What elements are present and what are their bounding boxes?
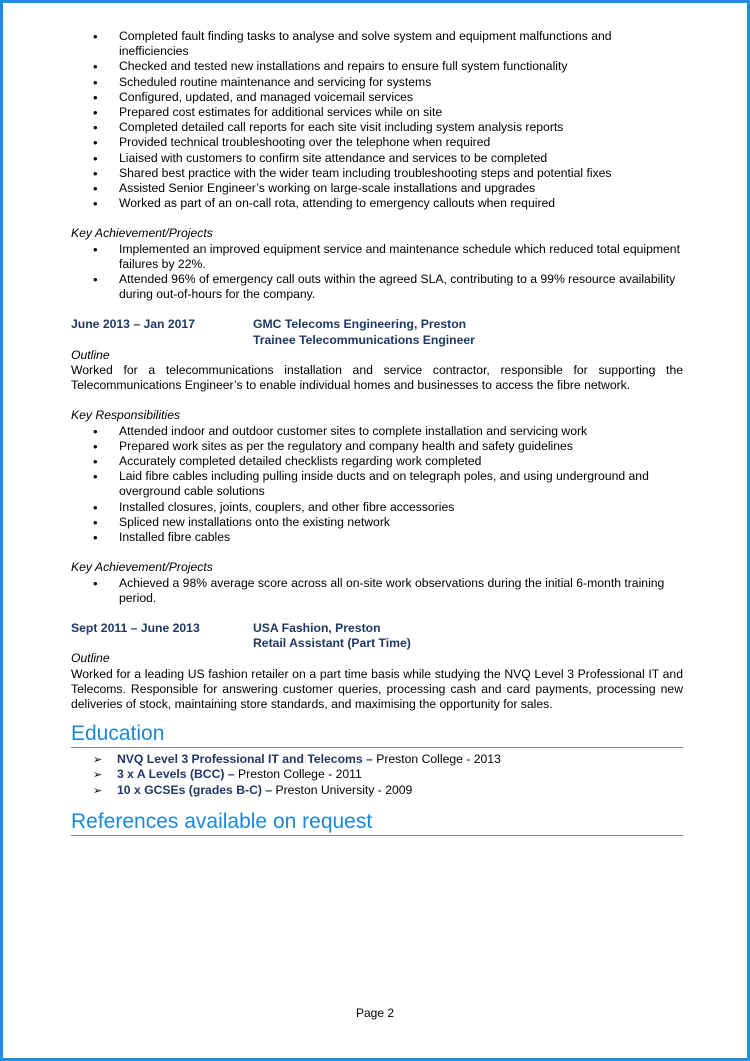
education-list	[71, 752, 683, 798]
references-heading: References available on request	[71, 810, 683, 836]
intro-achievements-list	[71, 242, 683, 303]
education-item	[71, 783, 683, 798]
education-heading: Education	[71, 722, 683, 748]
list-item: • Worked as part of an on-call rota, attending to emergency callouts when required	[71, 196, 683, 211]
list-item: • Accurately completed detailed checklists regarding work completed	[71, 454, 683, 469]
outline-label: Outline	[71, 347, 110, 362]
list-item: • Prepared work sites as per the regulatory and company health and safety guidelines	[71, 439, 683, 454]
list-item: • Assisted Senior Engineer’s working on large-scale installations and upgrades	[71, 181, 683, 196]
list-item: • Liaised with customers to confirm site attendance and services to be completed	[71, 151, 683, 166]
job-company: USA Fashion, Preston	[253, 620, 381, 635]
list-item: • Implemented an improved equipment service and maintenance schedule which reduced total equipment failures by 22%.	[71, 242, 683, 272]
job-dates: June 2013 – Jan 2017	[71, 317, 195, 332]
list-item: • Configured, updated, and managed voicemail services	[71, 90, 683, 105]
education-item	[71, 752, 683, 767]
page-content	[71, 29, 683, 840]
list-item: • Shared best practice with the wider team including troubleshooting steps and potential fixes	[71, 166, 683, 181]
list-item: • Attended indoor and outdoor customer sites to complete installation and servicing work	[71, 424, 683, 439]
job-title-block	[253, 317, 475, 347]
job1-achievements-list	[71, 576, 683, 606]
job-company: GMC Telecoms Engineering, Preston	[253, 317, 467, 332]
job-outline: Worked for a leading US fashion retailer on a part time basis while studying the NVQ Level 3 Professional IT and Telecoms. Responsible for answering customer queries, processing cash and card payments, processing new deliveries of stock, maintaining store standards, and maximising the opportunity for sales.	[71, 666, 683, 711]
qualification: 10 x GCSEs (grades B-C) –	[117, 782, 273, 797]
outline-label: Outline	[71, 651, 110, 666]
job-title-block	[253, 621, 411, 651]
intro-responsibilities-list	[71, 29, 683, 211]
achievements-label: Key Achievement/Projects	[71, 226, 213, 241]
list-item: • Checked and tested new installations and repairs to ensure full system functionality	[71, 59, 683, 74]
job1-responsibilities-list	[71, 424, 683, 546]
qualification: 3 x A Levels (BCC) –	[117, 767, 235, 782]
qualification-detail: Preston College - 2013	[372, 752, 501, 767]
qualification-detail: Preston College - 2011	[234, 767, 362, 782]
list-item: • Installed closures, joints, couplers, and other fibre accessories	[71, 500, 683, 515]
qualification: NVQ Level 3 Professional IT and Telecoms –	[117, 752, 373, 767]
list-item: • Provided technical troubleshooting over the telephone when required	[71, 135, 683, 150]
job-role: Trainee Telecommunications Engineer	[253, 332, 475, 347]
list-item: • Laid fibre cables including pulling inside ducts and on telegraph poles, and using underground and overground cable solutions	[71, 469, 683, 499]
page-number: Page 2	[355, 1006, 395, 1020]
list-item: • Installed fibre cables	[71, 530, 683, 545]
achievements-label: Key Achievement/Projects	[71, 560, 213, 575]
list-item: • Attended 96% of emergency call outs within the agreed SLA, contributing to a 99% resource availability during out-of-hours for the company.	[71, 272, 683, 302]
list-item: • Completed fault finding tasks to analyse and solve system and equipment malfunctions and inefficiencies	[71, 29, 683, 59]
responsibilities-label: Key Responsibilities	[71, 408, 181, 423]
job-dates: Sept 2011 – June 2013	[71, 620, 200, 635]
list-item: • Spliced new installations onto the existing network	[71, 515, 683, 530]
qualification-detail: Preston University - 2009	[272, 782, 413, 797]
job-header-usa-fashion	[71, 621, 683, 651]
list-item: • Completed detailed call reports for each site visit including system analysis reports	[71, 120, 683, 135]
education-item	[71, 767, 683, 782]
job-role: Retail Assistant (Part Time)	[253, 636, 411, 651]
list-item: • Scheduled routine maintenance and servicing for systems	[71, 75, 683, 90]
list-item: • Achieved a 98% average score across all on-site work observations during the initial 6-month training period.	[71, 576, 683, 606]
job-outline: Worked for a telecommunications installation and service contractor, responsible for supporting the Telecommunications Engineer’s to enable individual homes and businesses to access the fibre network.	[71, 363, 683, 393]
job-header-gmc	[71, 317, 683, 347]
list-item: • Prepared cost estimates for additional services while on site	[71, 105, 683, 120]
